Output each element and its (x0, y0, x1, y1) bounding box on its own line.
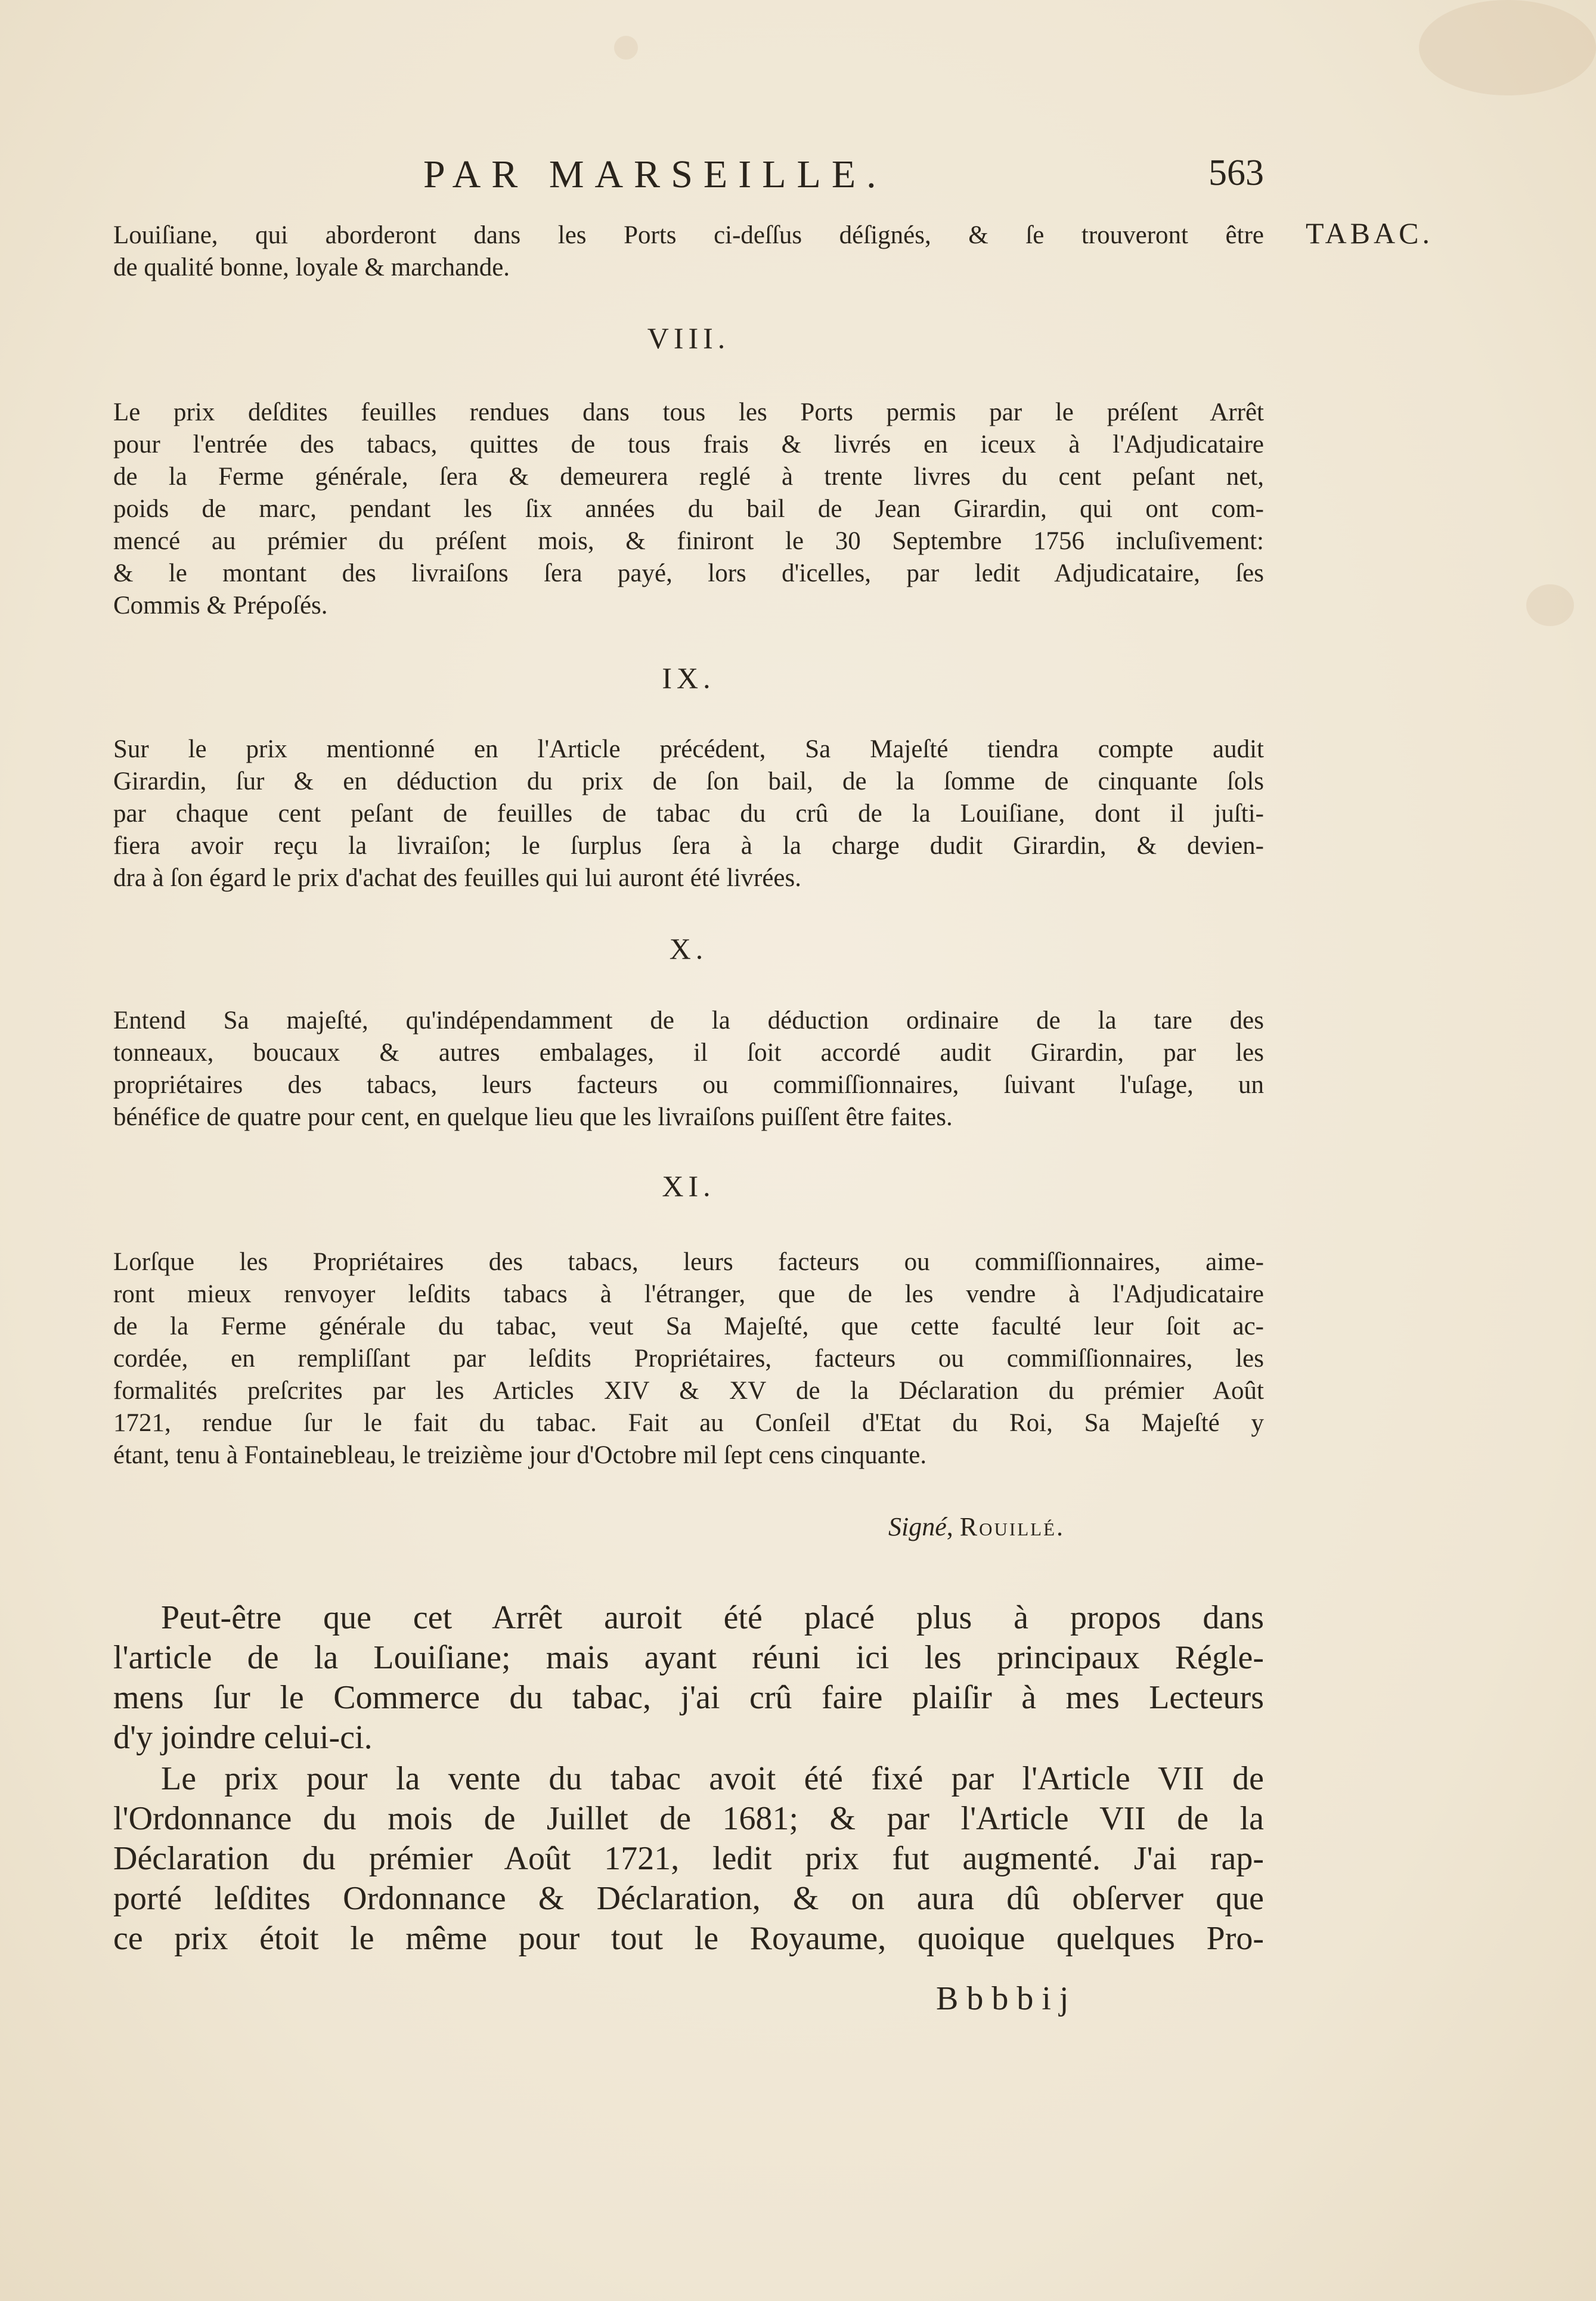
text-line: mencé au prémier du préſent mois, & finiront le 30 Septembre 1756 incluſivement: (113, 527, 1264, 555)
article-paragraph (113, 733, 1264, 894)
signature-mark: Bbbbij (936, 1980, 1077, 2017)
text-line: Sur le prix mentionné en l'Article précédent, Sa Majeſté tiendra compte audit (113, 735, 1264, 763)
article-paragraph (113, 1005, 1264, 1134)
text-line: Girardin, ſur & en déduction du prix de ſon bail, de la ſomme de cinquante ſols (113, 767, 1264, 795)
article-heading: VIII. (647, 321, 730, 355)
paper-stain (614, 36, 638, 60)
text-line: Déclaration du prémier Août 1721, ledit prix fut augmenté. J'ai rap- (113, 1840, 1264, 1877)
text-line: Entend Sa majeſté, qu'indépendamment de la déduction ordinaire de la tare des (113, 1007, 1264, 1035)
text-line: poids de marc, pendant les ſix années du bail de Jean Girardin, qui ont com- (113, 495, 1264, 523)
article-paragraph (113, 397, 1264, 622)
text-line: de qualité bonne, loyale & marchande. (113, 253, 510, 281)
text-line: d'y joindre celui-ci. (113, 1719, 373, 1756)
text-line: par chaque cent peſant de feuilles de tabac du crû de la Louiſiane, dont il juſti- (113, 800, 1264, 828)
commentary-paragraph (113, 1598, 1264, 1758)
running-title: PAR MARSEILLE. (423, 153, 887, 196)
text-line: de la Ferme générale, ſera & demeurera reglé à trente livres du cent peſant net, (113, 463, 1264, 491)
text-line: formalités preſcrites par les Articles XIV & XV de la Déclaration du prémier Août (113, 1377, 1264, 1405)
text-line: tonneaux, boucaux & autres embalages, il ſoit accordé audit Girardin, par les (113, 1039, 1264, 1067)
signature-label: Signé (888, 1512, 947, 1541)
text-line: Commis & Prépoſés. (113, 591, 328, 620)
commentary-paragraph (113, 1759, 1264, 1959)
paper-stain (1419, 0, 1596, 95)
text-line: fiera avoir reçu la livraiſon; le ſurplus ſera à la charge dudit Girardin, & devien- (113, 832, 1264, 860)
text-line: pour l'entrée des tabacs, quittes de tous frais & livrés en iceux à l'Adjudicataire (113, 431, 1264, 459)
article-heading: X. (669, 932, 708, 965)
text-line: de la Ferme générale du tabac, veut Sa Majeſté, que cette faculté leur ſoit ac- (113, 1312, 1264, 1340)
text-line: mens ſur le Commerce du tabac, j'ai crû faire plaiſir à mes Lecteurs (113, 1679, 1264, 1716)
text-line: Le prix deſdites feuilles rendues dans tous les Ports permis par le préſent Arrêt (113, 398, 1264, 426)
article-heading: XI. (662, 1169, 715, 1203)
text-line: porté leſdites Ordonnance & Déclaration, & on aura dû obſerver que (113, 1880, 1264, 1917)
page-header (113, 152, 1264, 206)
text-line: ront mieux renvoyer leſdits tabacs à l'étranger, que de les vendre à l'Adjudicataire (113, 1280, 1264, 1308)
text-line: propriétaires des tabacs, leurs facteurs ou commiſſionnaires, ſuivant l'uſage, un (113, 1071, 1264, 1099)
text-line: cordée, en rempliſſant par leſdits Propriétaires, facteurs ou commiſſionnaires, les (113, 1345, 1264, 1373)
text-line: l'article de la Louiſiane; mais ayant réuni ici les principaux Régle- (113, 1639, 1264, 1676)
opening-paragraph (113, 219, 1264, 284)
text-line: dra à ſon égard le prix d'achat des feuilles qui lui auront été livrées. (113, 864, 801, 892)
text-line: ce prix étoit le même pour tout le Royaume, quoique quelques Pro- (113, 1920, 1264, 1957)
text-line: bénéfice de quatre pour cent, en quelque lieu que les livraiſons puiſſent être faites. (113, 1103, 953, 1131)
paper-stain (1526, 584, 1574, 626)
text-line: l'Ordonnance du mois de Juillet de 1681; & par l'Article VII de la (113, 1800, 1264, 1837)
page-number: 563 (1208, 153, 1264, 193)
margin-note: TABAC. (1306, 216, 1433, 250)
text-line: & le montant des livraiſons ſera payé, lors d'icelles, par ledit Adjudicataire, ſes (113, 559, 1264, 587)
text-line: Louiſiane, qui aborderont dans les Ports ci-deſſus déſignés, & ſe trouveront être (113, 221, 1264, 249)
text-line: Peut-être que cet Arrêt auroit été placé plus à propos dans (161, 1599, 1264, 1636)
text-line: étant, tenu à Fontainebleau, le treizième jour d'Octobre mil ſept cens cinquante. (113, 1441, 927, 1469)
article-heading: IX. (662, 661, 715, 695)
signatory-name: Rouillé. (959, 1512, 1065, 1541)
text-line: Lorſque les Propriétaires des tabacs, leurs facteurs ou commiſſionnaires, aime- (113, 1248, 1264, 1276)
signature: Signé, Rouillé. (888, 1512, 1065, 1541)
text-line: 1721, rendue ſur le fait du tabac. Fait au Conſeil d'Etat du Roi, Sa Majeſté y (113, 1409, 1264, 1437)
text-line: Le prix pour la vente du tabac avoit été fixé par l'Article VII de (161, 1760, 1264, 1797)
article-paragraph (113, 1246, 1264, 1472)
